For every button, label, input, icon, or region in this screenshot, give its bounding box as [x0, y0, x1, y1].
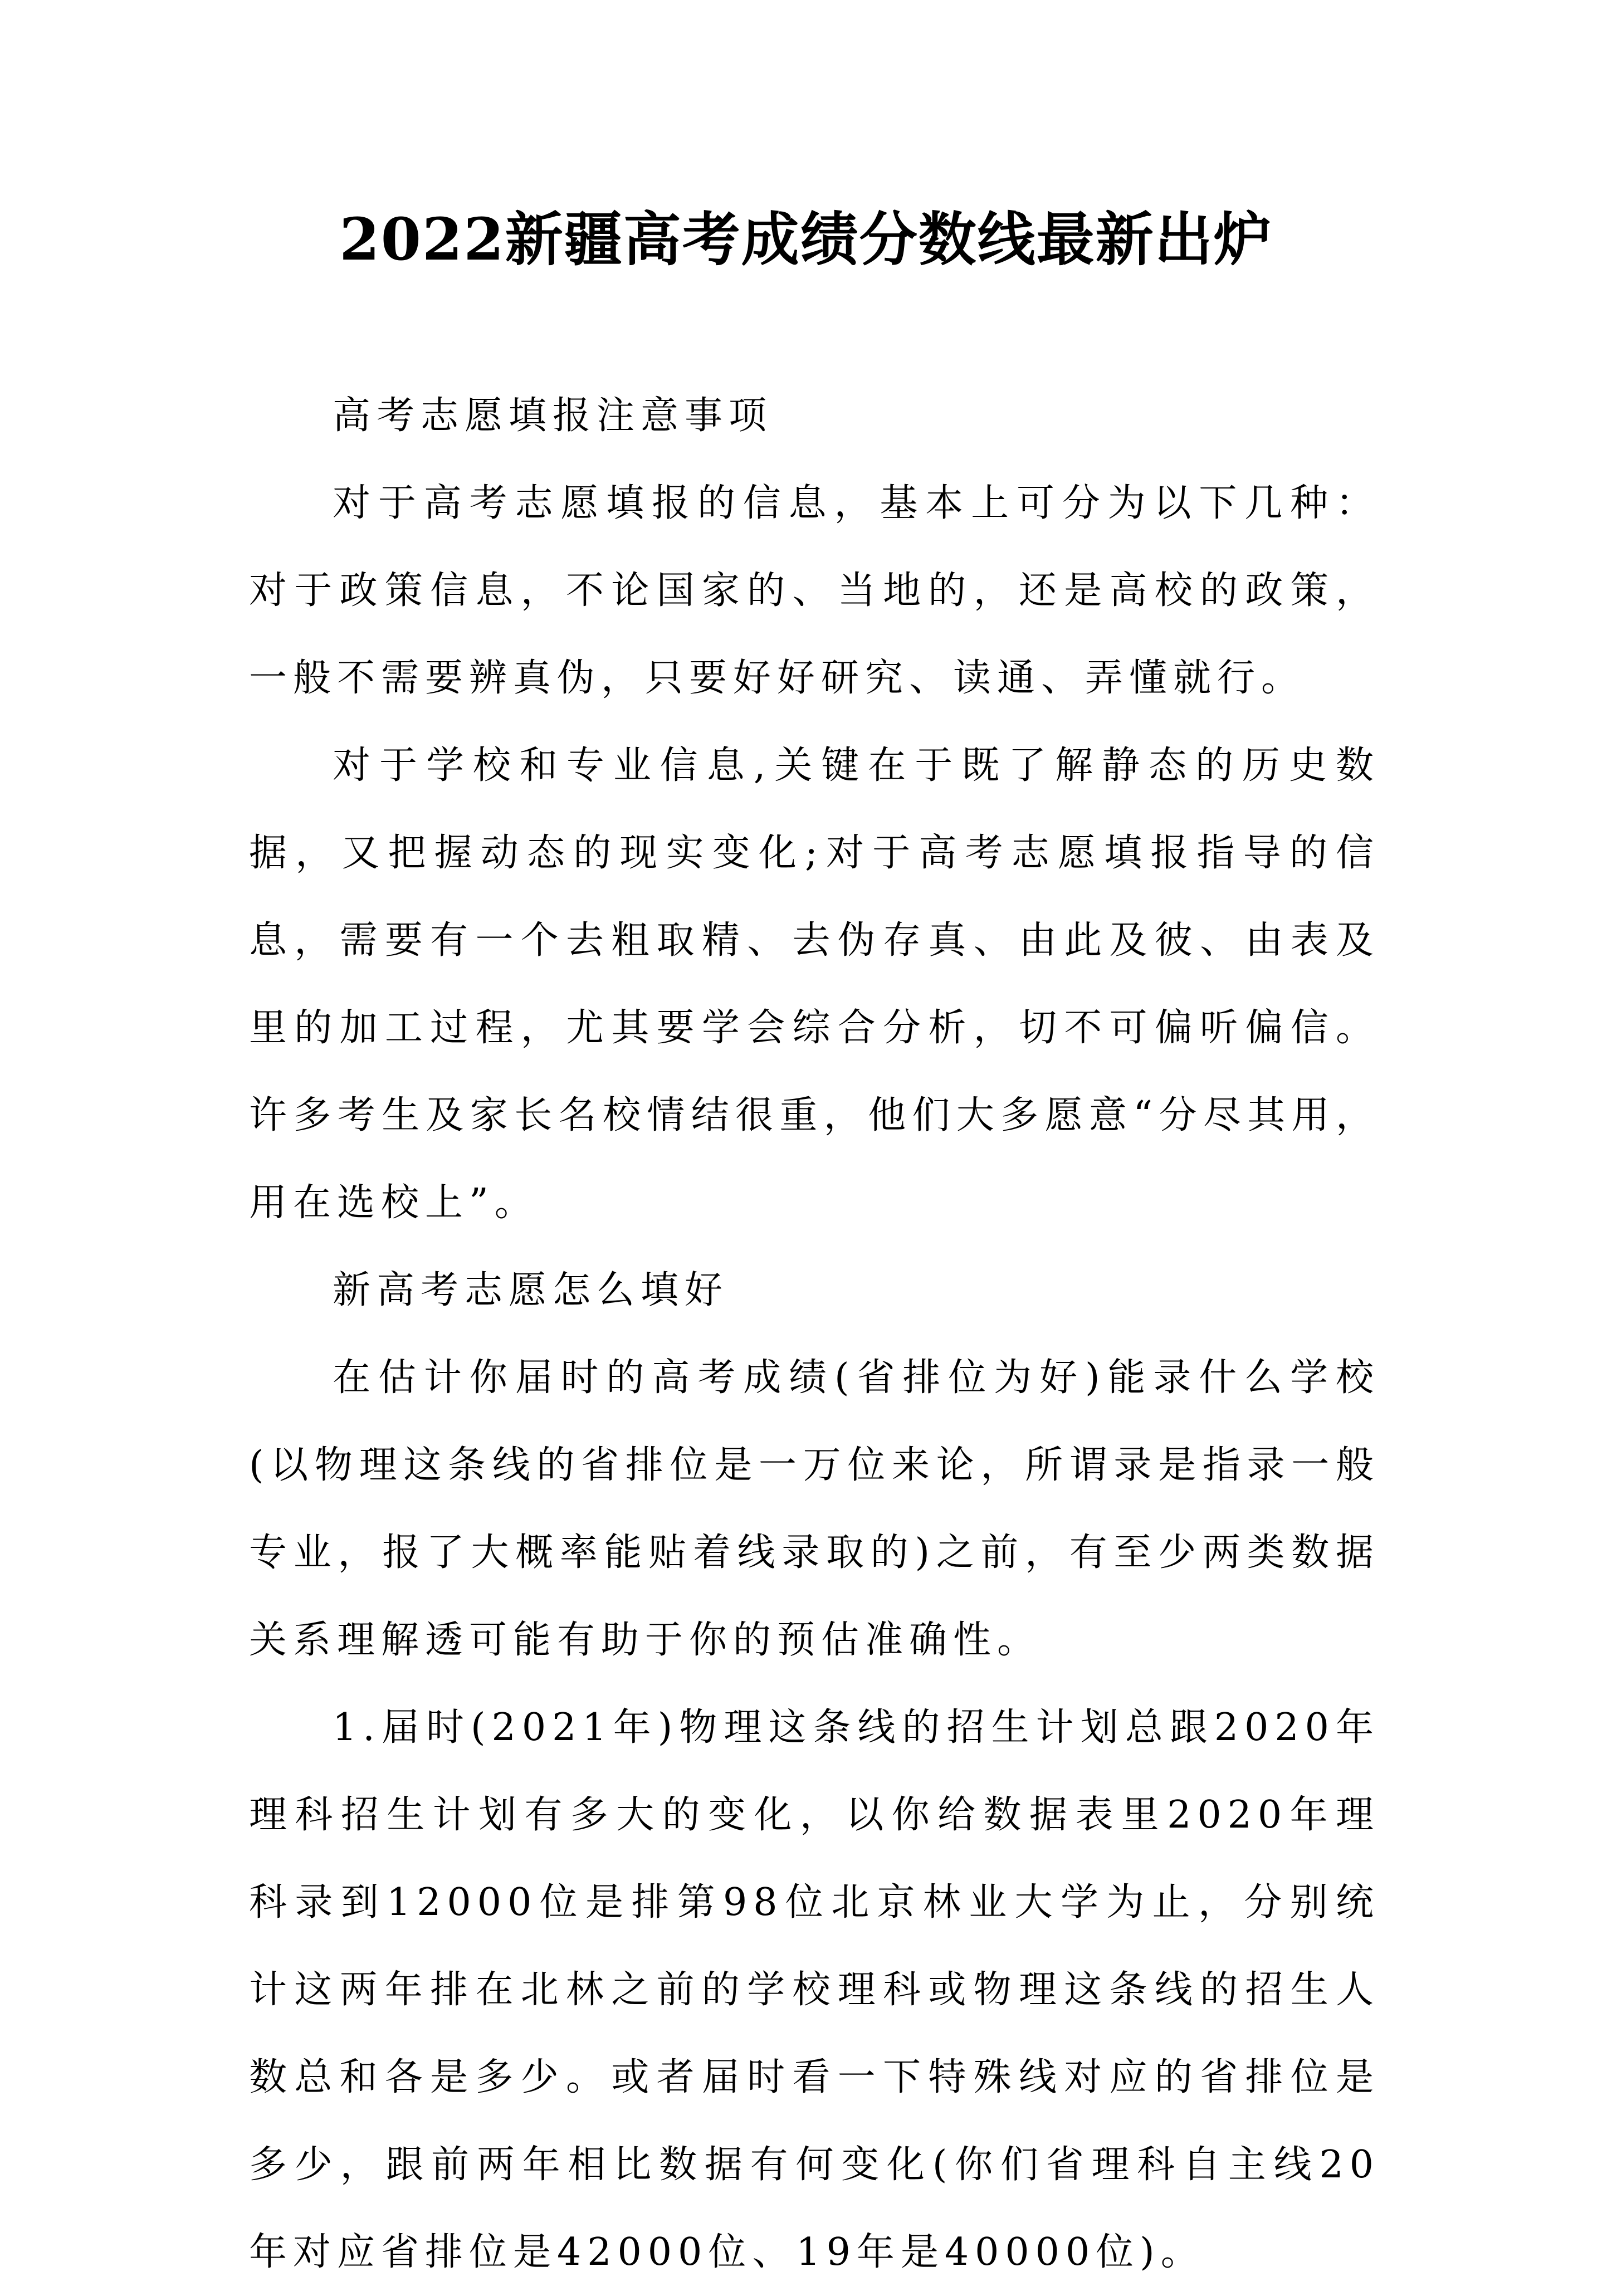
paragraph-estimate-score: 在估计你届时的高考成绩(省排位为好)能录什么学校(以物理这条线的省排位是一万位来论，所谓录是指录一般专业，报了大概率能贴着线录取的)之前，有至少两类数据关系理解透可能有助于你的预估准确性。 — [249, 1356, 1380, 1662]
section-heading-notes: 高考志愿填报注意事项 — [333, 394, 773, 438]
document-body — [249, 372, 1380, 2296]
paragraph-point-1: 1.届时(2021年)物理这条线的招生计划总跟2020年理科招生计划有多大的变化，以你给数据表里2020年理科录到12000位是排第98位北京林业大学为止，分别统计这两年排在北林之前的学校理科或物理这条线的招生人数总和各是多少。或者届时看一下特殊线对应的省排位是多少，跟前两年相比数据有何变化(你们省理科自主线20年对应省排位是42000位、19年是40000位)。 — [249, 1706, 1380, 2274]
paragraph-info-types: 对于高考志愿填报的信息，基本上可分为以下几种：对于政策信息，不论国家的、当地的，还是高校的政策，一般不需要辨真伪，只要好好研究、读通、弄懂就行。 — [249, 481, 1380, 700]
paragraph-school-major-info: 对于学校和专业信息,关键在于既了解静态的历史数据，又把握动态的现实变化;对于高考志愿填报指导的信息，需要有一个去粗取精、去伪存真、由此及彼、由表及里的加工过程，尤其要学会综合分析，切不可偏听偏信。许多考生及家长名校情结很重，他们大多愿意“分尽其用，用在选校上”。 — [249, 744, 1380, 1225]
document-title: 2022新疆高考成绩分数线最新出炉 — [339, 205, 1273, 273]
section-heading-how-to-fill: 新高考志愿怎么填好 — [333, 1268, 729, 1312]
